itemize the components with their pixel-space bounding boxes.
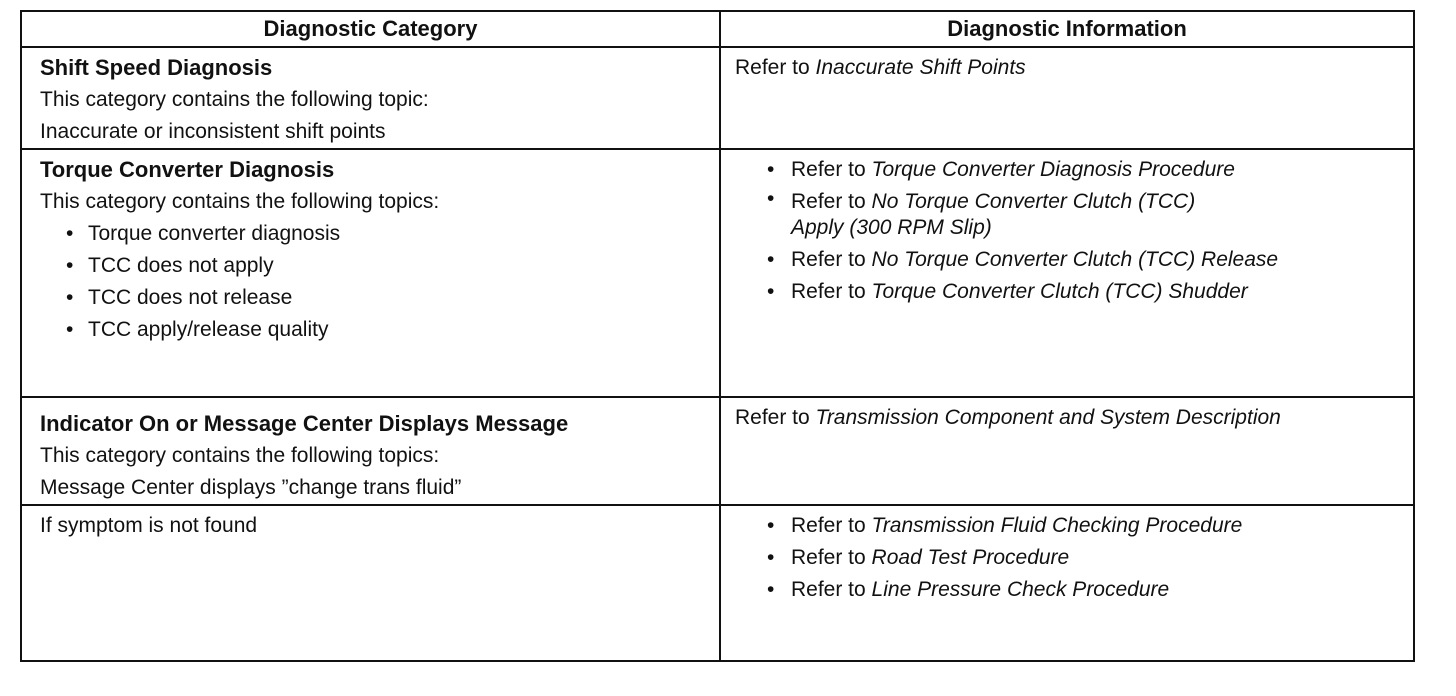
- refer-prefix: Refer to: [735, 406, 810, 429]
- category-title: Indicator On or Message Center Displays Message: [40, 411, 569, 436]
- reference-link: Transmission Fluid Checking Procedure: [871, 514, 1243, 537]
- category-title: Torque Converter Diagnosis: [40, 157, 335, 182]
- list-item: • TCC does not apply: [66, 250, 701, 282]
- reference-link: Torque Converter Clutch (TCC) Shudder: [871, 280, 1248, 303]
- refer-prefix: Refer to: [791, 546, 866, 569]
- information-cell: [720, 505, 1414, 661]
- table-row: [21, 505, 1414, 661]
- list-item: [767, 574, 1399, 606]
- category-intro: This category contains the following topic:: [40, 88, 429, 111]
- refer-prefix: Refer to: [791, 248, 866, 271]
- category-cell: [21, 149, 720, 397]
- topic-list: [40, 218, 701, 346]
- column-header-category: Diagnostic Category: [21, 11, 720, 47]
- category-cell: [21, 397, 720, 505]
- reference-link: Torque Converter Diagnosis Procedure: [871, 158, 1235, 181]
- list-item: • Torque converter diagnosis: [66, 218, 701, 250]
- category-cell: [21, 47, 720, 149]
- reference-link: Transmission Component and System Description: [815, 406, 1281, 429]
- category-topic: Inaccurate or inconsistent shift points: [40, 120, 386, 143]
- category-cell: [21, 505, 720, 661]
- list-item: • TCC apply/release quality: [66, 314, 701, 346]
- refer-prefix: Refer to: [791, 280, 866, 303]
- list-item: • TCC does not release: [66, 282, 701, 314]
- category-intro: This category contains the following topics:: [40, 190, 440, 213]
- list-item: [767, 154, 1399, 186]
- table-row: [21, 397, 1414, 505]
- table-row: [21, 149, 1414, 397]
- table-row: [21, 47, 1414, 149]
- category-intro: This category contains the following topics:: [40, 444, 440, 467]
- reference-link: Road Test Procedure: [871, 546, 1070, 569]
- category-topic: Message Center displays ”change trans fluid”: [40, 476, 462, 499]
- list-item: [767, 510, 1399, 542]
- refer-prefix: Refer to: [735, 56, 810, 79]
- reference-link-continued: Apply (300 RPM Slip): [791, 216, 992, 239]
- reference-link: Inaccurate Shift Points: [815, 56, 1026, 79]
- refer-prefix: Refer to: [791, 578, 866, 601]
- diagnostic-table: [20, 10, 1415, 662]
- reference-link: Line Pressure Check Procedure: [871, 578, 1170, 601]
- list-item: [767, 276, 1399, 308]
- information-cell: [720, 149, 1414, 397]
- reference-list: [735, 510, 1399, 606]
- reference-link: No Torque Converter Clutch (TCC): [871, 190, 1196, 213]
- refer-prefix: Refer to: [791, 190, 866, 213]
- column-header-information: Diagnostic Information: [720, 11, 1414, 47]
- table-header-row: [21, 11, 1414, 47]
- category-title: Shift Speed Diagnosis: [40, 55, 273, 80]
- refer-prefix: Refer to: [791, 158, 866, 181]
- category-text: If symptom is not found: [40, 514, 258, 537]
- list-item: [767, 186, 1399, 244]
- reference-list: [735, 154, 1399, 308]
- reference-link: No Torque Converter Clutch (TCC) Release: [871, 248, 1279, 271]
- information-cell: [720, 397, 1414, 505]
- information-cell: [720, 47, 1414, 149]
- list-item: [767, 542, 1399, 574]
- list-item: [767, 244, 1399, 276]
- refer-prefix: Refer to: [791, 514, 866, 537]
